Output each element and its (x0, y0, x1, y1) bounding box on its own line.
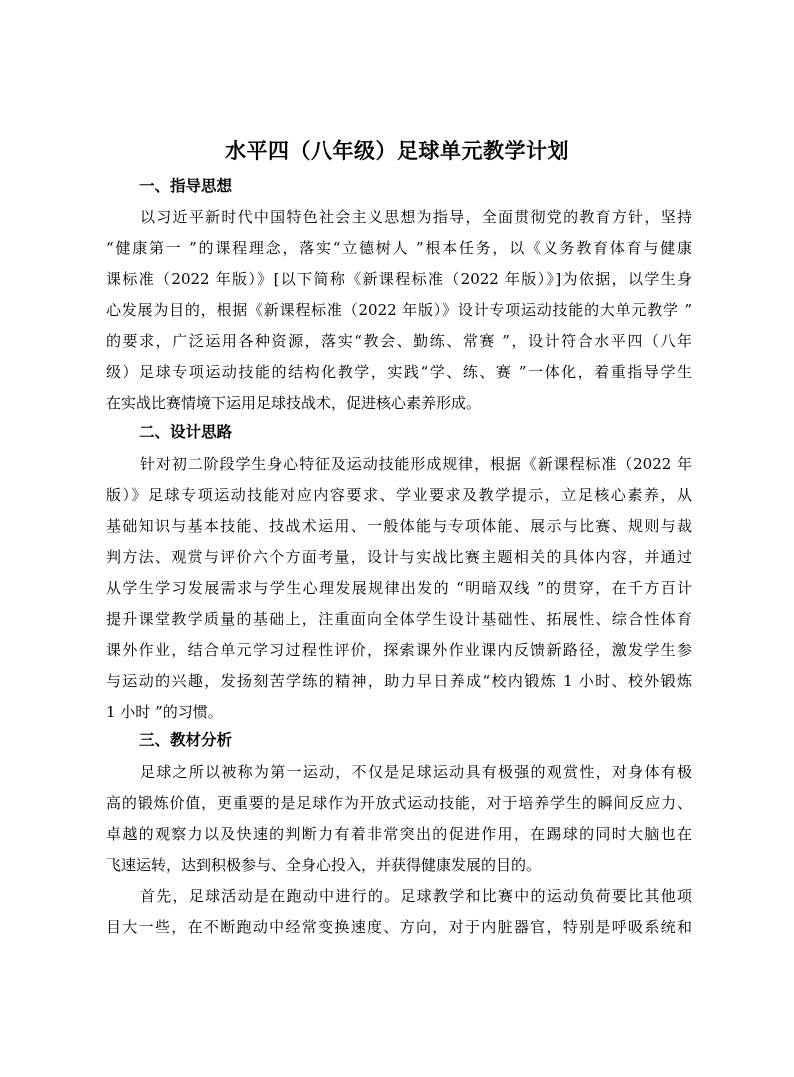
paragraph-line: 级）足球专项运动技能的结构化教学，实践“学、练、赛 ”一体化，着重指导学生 (106, 363, 692, 381)
section-heading-guiding-ideology: 一、指导思想 (139, 177, 233, 195)
paragraph-line: 判方法、观赏与评价六个方面考量，设计与实战比赛主题相关的具体内容，并通过 (106, 548, 692, 566)
paragraph-line: 卓越的观察力以及快速的判断力有着非常突出的促进作用，在踢球的同时大脑也在 (106, 825, 692, 843)
paragraph-line: 与运动的兴趣，发扬刻苦学练的精神，助力早日养成“校内锻炼 1 小时、校外锻炼 (106, 672, 692, 690)
paragraph-line: 课标准（2022 年版）》[以下简称《新课程标准（2022 年版）》]为依据，以学生身 (106, 270, 692, 288)
paragraph-line: 心发展为目的，根据《新课程标准（2022 年版）》设计专项运动技能的大单元教学 ” (106, 301, 692, 319)
section-heading-design-approach: 二、设计思路 (139, 423, 233, 441)
paragraph-line: “健康第一 ”的课程理念，落实“立德树人 ”根本任务，以《义务教育体育与健康 (106, 239, 692, 257)
paragraph-line: 以习近平新时代中国特色社会主义思想为指导，全面贯彻党的教育方针，坚持 (140, 208, 692, 226)
section-heading-material-analysis: 三、教材分析 (139, 731, 233, 749)
paragraph-line: 基础知识与基本技能、技战术运用、一般体能与专项体能、展示与比赛、规则与裁 (106, 517, 692, 535)
paragraph-line: 版）》足球专项运动技能对应内容要求、学业要求及教学提示，立足核心素养，从 (106, 486, 692, 504)
paragraph-line: 飞速运转，达到积极参与、全身心投入，并获得健康发展的目的。 (106, 856, 542, 874)
paragraph-line: 高的锻炼价值，更重要的是足球作为开放式运动技能，对于培养学生的瞬间反应力、 (106, 794, 692, 812)
paragraph-design-approach (106, 449, 692, 728)
paragraph-line: 针对初二阶段学生身心特征及运动技能形成规律，根据《新课程标准（2022 年 (140, 455, 692, 473)
paragraph-line: 目大一些，在不断跑动中经常变换速度、方向，对于内脏器官，特别是呼吸系统和 (106, 918, 692, 936)
document-title: 水平四（八年级）足球单元教学计划 (225, 139, 569, 163)
paragraph-line: 足球之所以被称为第一运动，不仅是足球运动具有极强的观赏性，对身体有极 (140, 763, 692, 781)
paragraph-line: 课外作业，结合单元学习过程性评价，探索课外作业课内反馈新路径，激发学生参 (106, 641, 692, 659)
paragraph-line: 从学生学习发展需求与学生心理发展规律出发的 “明暗双线 ”的贯穿，在千方百计 (106, 579, 692, 597)
paragraph-line: 在实战比赛情境下运用足球技战术，促进核心素养形成。 (106, 394, 482, 412)
paragraph-line: 首先，足球活动是在跑动中进行的。足球教学和比赛中的运动负荷要比其他项 (140, 887, 692, 905)
paragraph-guiding-ideology (106, 202, 692, 419)
paragraph-line: 的要求，广泛运用各种资源，落实“教会、勤练、常赛 ”，设计符合水平四（八年 (106, 332, 692, 350)
paragraph-line: 1 小时 ”的习惯。 (106, 703, 223, 721)
paragraph-line: 提升课堂教学质量的基础上，注重面向全体学生设计基础性、拓展性、综合性体育 (106, 610, 692, 628)
paragraph-material-analysis-2 (106, 881, 692, 943)
paragraph-material-analysis-1 (106, 757, 692, 881)
